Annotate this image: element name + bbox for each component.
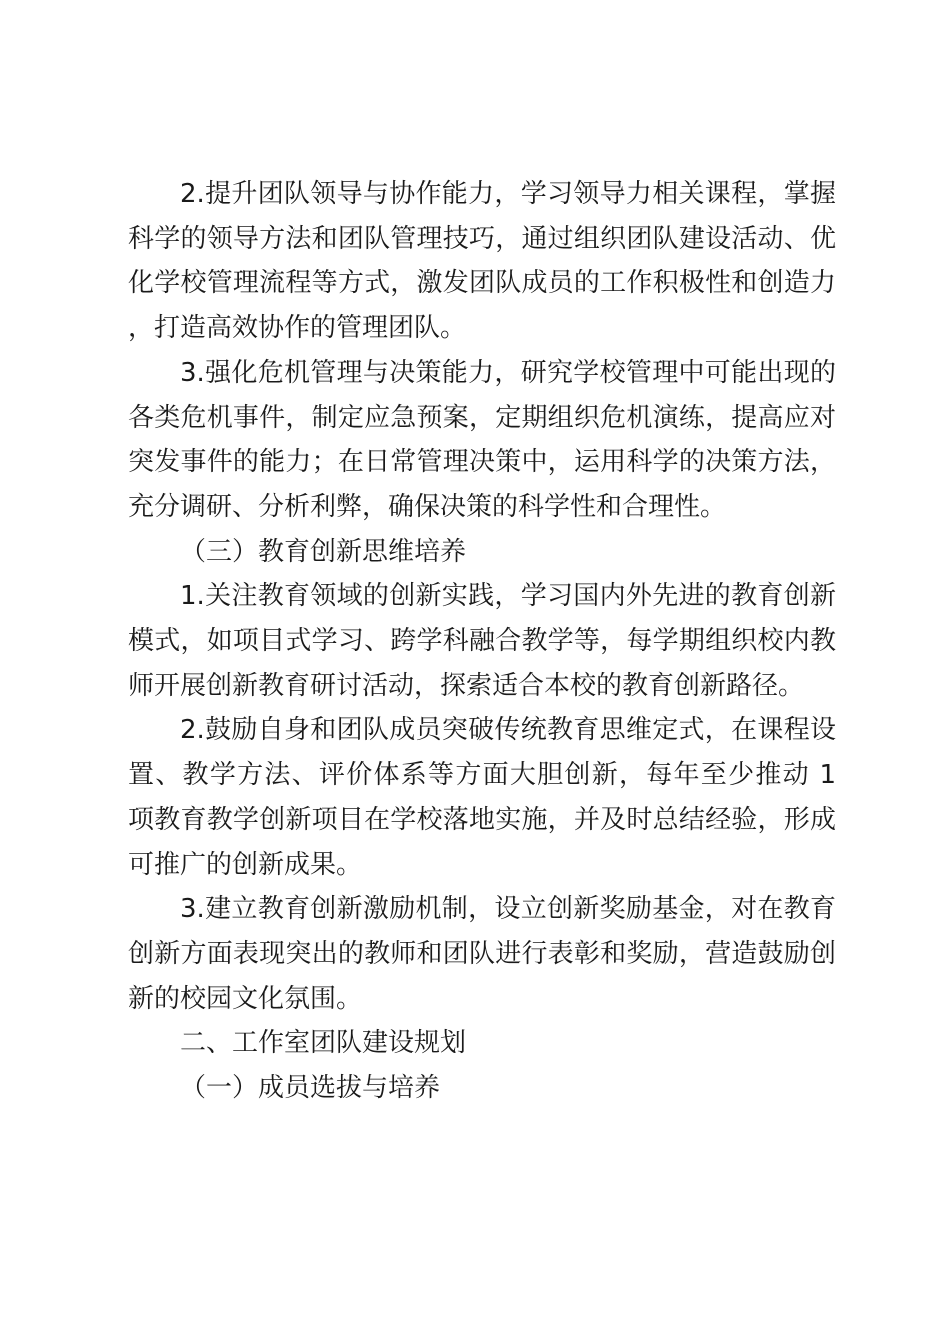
chapter-heading-team-building: 二、工作室团队建设规划 xyxy=(180,1028,467,1059)
document-body xyxy=(128,172,836,1111)
paragraph-break-traditional-thinking: 2.鼓励自身和团队成员突破传统教育思维定式，在课程设置、教学方法、评价体系等方面大胆创新，每年至少推动 1 项教育教学创新项目在学校落地实施，并及时总结经验，形成可推广的创新成果。 xyxy=(128,715,836,880)
paragraph-innovation-incentive: 3.建立教育创新激励机制，设立创新奖励基金，对在教育创新方面表现突出的教师和团队进行表彰和奖励，营造鼓励创新的校园文化氛围。 xyxy=(128,894,836,1014)
paragraph-leadership-collaboration: 2.提升团队领导与协作能力，学习领导力相关课程，掌握科学的领导方法和团队管理技巧，通过组织团队建设活动、优化学校管理流程等方式，激发团队成员的工作积极性和创造力，打造高效协作的管理团队。 xyxy=(128,179,836,344)
section-heading-member-selection: （一）成员选拔与培养 xyxy=(180,1073,441,1104)
section-heading-innovation-thinking: （三）教育创新思维培养 xyxy=(180,536,467,567)
paragraph-innovation-practice: 1.关注教育领域的创新实践，学习国内外先进的教育创新模式，如项目式学习、跨学科融合教学等，每学期组织校内教师开展创新教育研讨活动，探索适合本校的教育创新路径。 xyxy=(128,581,836,701)
paragraph-crisis-management: 3.强化危机管理与决策能力，研究学校管理中可能出现的各类危机事件，制定应急预案，定期组织危机演练，提高应对突发事件的能力；在日常管理决策中，运用科学的决策方法，充分调研、分析利弊，确保决策的科学性和合理性。 xyxy=(128,357,836,522)
